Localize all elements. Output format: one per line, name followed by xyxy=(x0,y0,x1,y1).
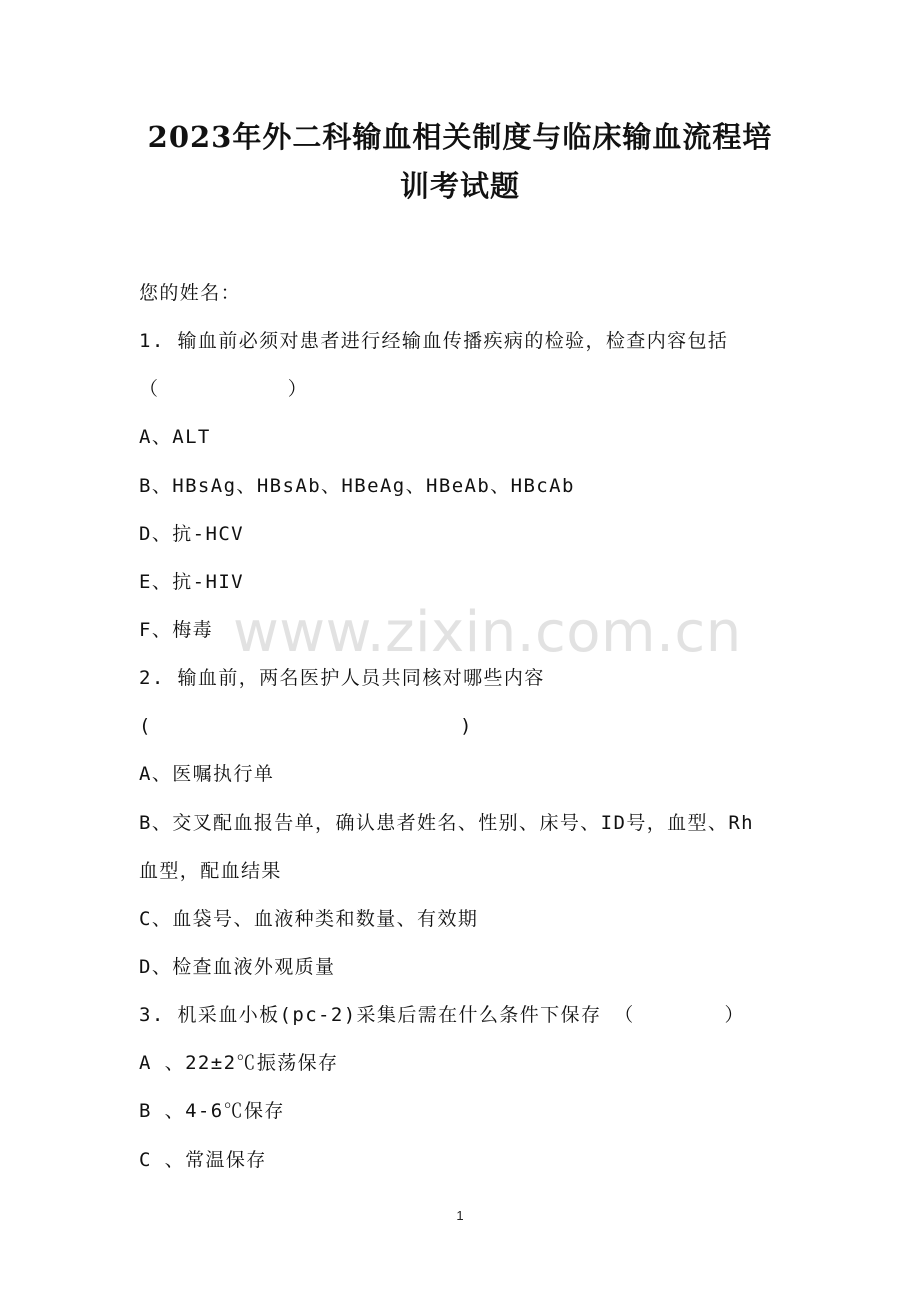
question-1-answer-blank: （ ） xyxy=(139,378,309,400)
question-3-option-c: C 、常温保存 xyxy=(139,1149,267,1171)
watermark: www.zixin.com.cn xyxy=(233,600,742,665)
question-1-option-b: B、HBsAg、HBsAb、HBeAg、HBeAb、HBcAb xyxy=(139,475,575,497)
question-2-option-d: D、检查血液外观质量 xyxy=(139,956,336,978)
question-3-option-b: B 、4-6℃保存 xyxy=(139,1100,285,1122)
question-1-option-d: D、抗-HCV xyxy=(139,523,244,545)
question-2-option-a: A、医嘱执行单 xyxy=(139,763,275,785)
question-1-option-e: E、抗-HIV xyxy=(139,571,244,593)
question-1-stem: 1. 输血前必须对患者进行经输血传播疾病的检验，检查内容包括 xyxy=(139,330,729,352)
question-3-option-a: A 、22±2℃振荡保存 xyxy=(139,1052,339,1074)
name-label: 您的姓名： xyxy=(139,282,242,304)
question-2-option-c: C、血袋号、血液种类和数量、有效期 xyxy=(139,908,479,930)
document-title-line-2: 训考试题 xyxy=(399,169,520,203)
question-2-option-b-continued: 血型，配血结果 xyxy=(139,860,282,882)
question-2-option-b: B、交叉配血报告单，确认患者姓名、性别、床号、ID号，血型、Rh xyxy=(139,812,754,834)
question-1-option-a: A、ALT xyxy=(139,426,211,448)
document-title-line-1: 2023年外二科输血相关制度与临床输血流程培 xyxy=(147,120,773,154)
question-2-stem: 2. 输血前，两名医护人员共同核对哪些内容 xyxy=(139,667,545,689)
question-2-answer-blank: ( ) xyxy=(139,715,473,737)
question-1-option-f: F、梅毒 xyxy=(139,619,214,641)
question-3-stem: 3. 机采血小板(pc-2)采集后需在什么条件下保存 （ ） xyxy=(139,1004,745,1026)
page-number: 1 xyxy=(456,1208,464,1223)
